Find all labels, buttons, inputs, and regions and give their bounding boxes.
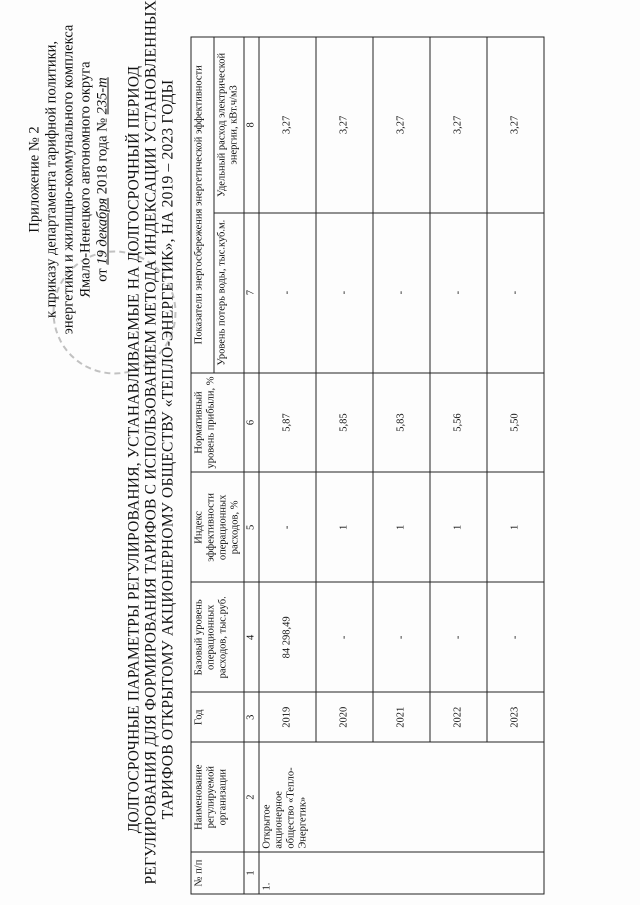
appendix-line: энергетики и жилищно-коммунального комплекса (60, 24, 77, 335)
cell-energy: 3,27 (430, 37, 487, 213)
cell-year: 2019 (259, 692, 316, 742)
appendix-title: Приложение № 2 (26, 126, 43, 233)
column-number-row (244, 37, 259, 894)
header-water-loss: Уровень потерь воды, тыс.куб.м. (214, 213, 244, 373)
header-energy-group: Показатели энергосбережения энергетической эффективности (191, 37, 214, 373)
cell-loss: - (373, 213, 430, 373)
cell-index: 1 (373, 472, 430, 582)
cell-year: 2020 (316, 692, 373, 742)
order-date: 19 декабря (94, 197, 111, 265)
parameters-table (191, 37, 545, 895)
cell-loss: - (430, 213, 487, 373)
cell-loss: - (259, 213, 316, 373)
title-line-3: ТАРИФОВ ОТКРЫТОМУ АКЦИОНЕРНОМУ ОБЩЕСТВУ «ТЕПЛО-ЭНЕРГЕТИК», НА 2019 – 2023 ГОДЫ (159, 79, 177, 820)
header-base-costs: Базовый уровень операционных расходов, тыс.руб. (191, 582, 244, 692)
col-number: 3 (244, 692, 259, 742)
appendix-date-line (95, 15, 112, 345)
col-number: 7 (244, 213, 259, 373)
year-label: 2018 года № (94, 117, 111, 195)
cell-index: 1 (430, 472, 487, 582)
cell-base: - (316, 582, 373, 692)
cell-loss: - (487, 213, 544, 373)
col-number: 6 (244, 373, 259, 473)
col-number: 1 (244, 852, 259, 894)
cell-profit: 5,87 (259, 373, 316, 473)
cell-year: 2022 (430, 692, 487, 742)
header-num: № п/п (191, 852, 244, 894)
cell-profit: 5,83 (373, 373, 430, 473)
cell-energy: 3,27 (259, 37, 316, 213)
header-profit: Нормативный уровень прибыли, % (191, 373, 244, 473)
from-label: от (94, 268, 111, 282)
row-number: 1. (259, 852, 544, 894)
table-row (259, 37, 316, 894)
cell-loss: - (316, 213, 373, 373)
col-number: 2 (244, 742, 259, 852)
cell-base: - (430, 582, 487, 692)
cell-energy: 3,27 (487, 37, 544, 213)
organization-name: Открытое акционерное общество «Тепло-Энергетик» (259, 742, 544, 852)
cell-profit: 5,50 (487, 373, 544, 473)
appendix-line: к приказу департамента тарифной политики, (43, 40, 60, 319)
col-number: 8 (244, 37, 259, 213)
cell-base: - (487, 582, 544, 692)
cell-energy: 3,27 (316, 37, 373, 213)
order-number: 235-т (94, 77, 111, 115)
cell-base: - (373, 582, 430, 692)
cell-year: 2023 (487, 692, 544, 742)
title-line-2: РЕГУЛИРОВАНИЯ ДЛЯ ФОРМИРОВАНИЯ ТАРИФОВ С ИСПОЛЬЗОВАНИЕМ МЕТОДА ИНДЕКСАЦИИ УСТАНОВЛЕННЫХ (142, 0, 160, 885)
col-number: 4 (244, 582, 259, 692)
appendix-header (27, 15, 112, 345)
col-number: 5 (244, 472, 259, 582)
cell-profit: 5,56 (430, 373, 487, 473)
header-org: Наименование регулируемой организации (191, 742, 244, 852)
appendix-line: Ямало-Ненецкого автономного округа (77, 61, 94, 298)
header-efficiency-index: Индекс эффективности операционных расходов, % (191, 472, 244, 582)
cell-index: - (259, 472, 316, 582)
cell-index: 1 (487, 472, 544, 582)
header-year: Год (191, 692, 244, 742)
title-line-1: ДОЛГОСРОЧНЫЕ ПАРАМЕТРЫ РЕГУЛИРОВАНИЯ, УСТАНАВЛИВАЕМЫЕ НА ДОЛГОСРОЧНЫЙ ПЕРИОД (125, 65, 143, 834)
cell-base: 84 298,49 (259, 582, 316, 692)
document-title (125, 0, 177, 885)
header-energy-consumption: Удельный расход электрической энергии, кВт.ч/м3 (214, 37, 244, 213)
cell-index: 1 (316, 472, 373, 582)
cell-year: 2021 (373, 692, 430, 742)
cell-energy: 3,27 (373, 37, 430, 213)
rotated-landscape-sheet (1, 0, 640, 905)
cell-profit: 5,85 (316, 373, 373, 473)
